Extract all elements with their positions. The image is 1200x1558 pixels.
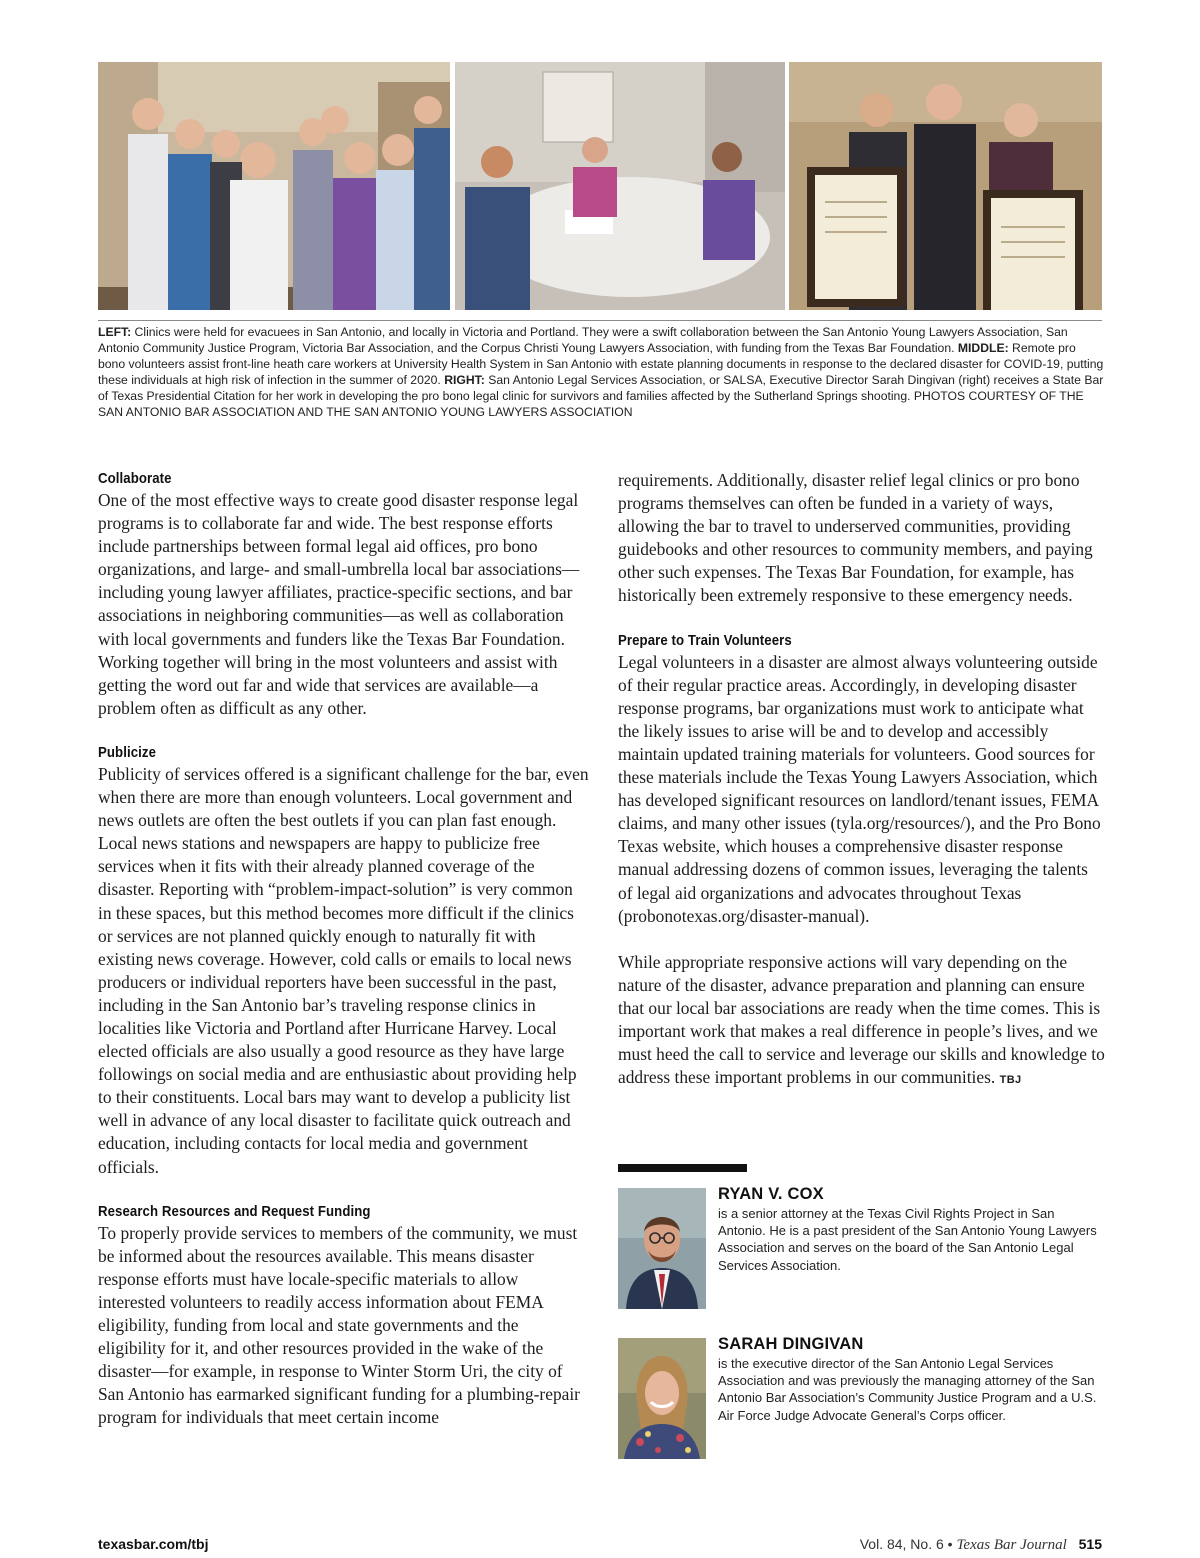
clinic-table-photo-image (455, 62, 785, 310)
author-bio-text-cox: is a senior attorney at the Texas Civil Rights Project in San Antonio. He is a past president of the San Antonio Young Lawyers Association and serves on the board of the San Antonio Legal Services Association. (718, 1206, 1097, 1273)
author-name-cox: RYAN V. COX (718, 1185, 824, 1203)
closing-text: While appropriate responsive actions will vary depending on the nature of the disaster, advance preparation and planning can ensure that our local bar associations are ready when the time comes. This is important work that makes a real difference in people’s lives, and we must heed the call to service and leverage our skills and knowledge to address these important problems in our communities. (618, 951, 1105, 1088)
author-portrait-dingivan (618, 1338, 706, 1459)
footer-journal-title: Texas Bar Journal (956, 1537, 1067, 1553)
caption-middle-label: MIDDLE: (957, 341, 1009, 356)
photo-caption (98, 324, 1104, 421)
paragraph-research: To properly provide services to members of the community, we must be informed about the resources available. This means disaster response efforts must have locale-specific materials to allow interested volunteers to readily access information about FEMA eligibility, funding from local and state governments and the eligibility for it, and other resources provided in the wake of the disaster—for example, in response to Winter Storm Uri, the city of San Antonio has earmarked significant funding for a plumbing-repair program for individuals that meet certain income (98, 1222, 580, 1428)
footer-volume: Vol. 84, No. 6 (859, 1536, 944, 1552)
headshot-dingivan-image (618, 1338, 706, 1459)
heading-publicize: Publicize (98, 743, 157, 761)
paragraph-collaborate: One of the most effective ways to create good disaster response legal programs is to collaborate far and wide. The best response efforts include partnerships between formal legal aid offices, pro bono organizations, and large- and small-umbrella local bar associations—including young lawyer affiliates, practice-specific sections, and bar associations in neighboring communities—as well as collaboration with local governments and funders like the Texas Bar Foundation. Working together will bring in the most volunteers and assist with getting the word out far and wide that services are available—a problem often as difficult as any other. (98, 490, 580, 718)
author-name-dingivan: SARAH DINGIVAN (718, 1335, 864, 1353)
heading-research: Research Resources and Request Funding (98, 1202, 371, 1220)
group-photo-image (98, 62, 450, 310)
author-bio-text-dingivan: is the executive director of the San Antonio Legal Services Association and was previously the managing attorney of the San Antonio Bar Association’s Community Justice Program and a U.S. Air Force Judge Advocate General’s Corps officer. (718, 1356, 1097, 1423)
caption-right-label: RIGHT: (444, 373, 485, 388)
photo-middle (455, 62, 785, 310)
heading-train-volunteers: Prepare to Train Volunteers (618, 631, 792, 649)
footer-issue-info (860, 1536, 1102, 1554)
footer-bullet: • (947, 1536, 953, 1552)
author-portrait-cox (618, 1188, 706, 1309)
paragraph-research-continued: requirements. Additionally, disaster relief legal clinics or pro bono programs themselves can often be funded in a variety of ways, allowing the bar to travel to underserved communities, providing guidebooks and other resources to community members, and paying other such expenses. The Texas Bar Foundation, for example, has historically been extremely responsive to these emergency needs. (618, 470, 1093, 606)
heading-collaborate: Collaborate (98, 470, 172, 487)
headshot-cox-image (618, 1188, 706, 1309)
paragraph-closing (618, 951, 1106, 1093)
end-mark: TBJ (999, 1074, 1022, 1087)
caption-right-text: San Antonio Legal Services Association, or SALSA, Executive Director Sarah Dingivan (right) receives a State Bar of Texas Presidential Citation for her work in developing the pro bono legal clinic for survivors and families affected by the Sutherland Springs shooting. PHOTOS COURTESY OF THE SAN ANTONIO BAR ASSOCIATION AND THE SAN ANTONIO YOUNG LAWYERS ASSOCIATION (98, 373, 1104, 420)
footer-page-number: 515 (1078, 1536, 1102, 1552)
article-column-right (618, 469, 1106, 1092)
footer-website: texasbar.com/tbj (98, 1536, 209, 1552)
photo-right (789, 62, 1102, 310)
caption-middle-text: Remote pro bono volunteers assist front-line heath care workers at University Health System in San Antonio with estate planning documents in response to the declared disaster for COVID-19, putting these individuals at high risk of infection in the summer of 2020. (98, 341, 1104, 388)
paragraph-publicize: Publicity of services offered is a significant challenge for the bar, even when there are more than enough volunteers. Local government and news outlets are often the best outlets if you can plan fast enough. Local news stations and newspapers are happy to publicize free services when it fits with their already planned coverage of the disaster. Reporting with “problem-impact-solution” is very common in these spaces, but this method becomes more difficult if the clinics or services are not planned quickly enough to naturally fit with existing news coverage. However, cold calls or emails to local news producers or individual reporters have been successful in the past, including in the San Antonio bar’s traveling response clinics in localities like Victoria and Portland after Hurricane Harvey. Local elected officials are also usually a good resource as they have large followings on social media and are enthusiastic about providing help to their constituents. Local bars may want to develop a publicity list well in advance of any local disaster to facilitate quick outreach and education, including contacts for local media and government officials. (98, 763, 589, 1177)
bio-divider-bar (618, 1164, 747, 1172)
caption-left-text: Clinics were held for evacuees in San Antonio, and locally in Victoria and Portland. They were a swift collaboration between the San Antonio Young Lawyers Association, San Antonio Community Justice Program, Victoria Bar Association, and the Corpus Christi Young Lawyers Association, with funding from the Texas Bar Foundation. (98, 325, 1068, 356)
article-column-left (98, 469, 590, 1429)
citation-photo-image (789, 62, 1102, 310)
photo-left (98, 62, 450, 310)
caption-left-label: LEFT: (98, 325, 132, 339)
caption-divider (98, 320, 1102, 321)
paragraph-train-volunteers: Legal volunteers in a disaster are almost always volunteering outside of their regular practice areas. Accordingly, in developing disaster response programs, bar organizations must work to anticipate what the likely issues to arise will be and to develop and accessibly maintain updated training materials for volunteers. Good sources for these materials include the Texas Young Lawyers Association, which has developed significant resources on landlord/tenant issues, FEMA claims, and many other issues (tyla.org/resources/), and the Pro Bono Texas website, which houses a comprehensive disaster response manual addressing dozens of common issues, leveraging the talents of legal aid organizations and advocates throughout Texas (probonotexas.org/disaster-manual). (618, 651, 1101, 926)
